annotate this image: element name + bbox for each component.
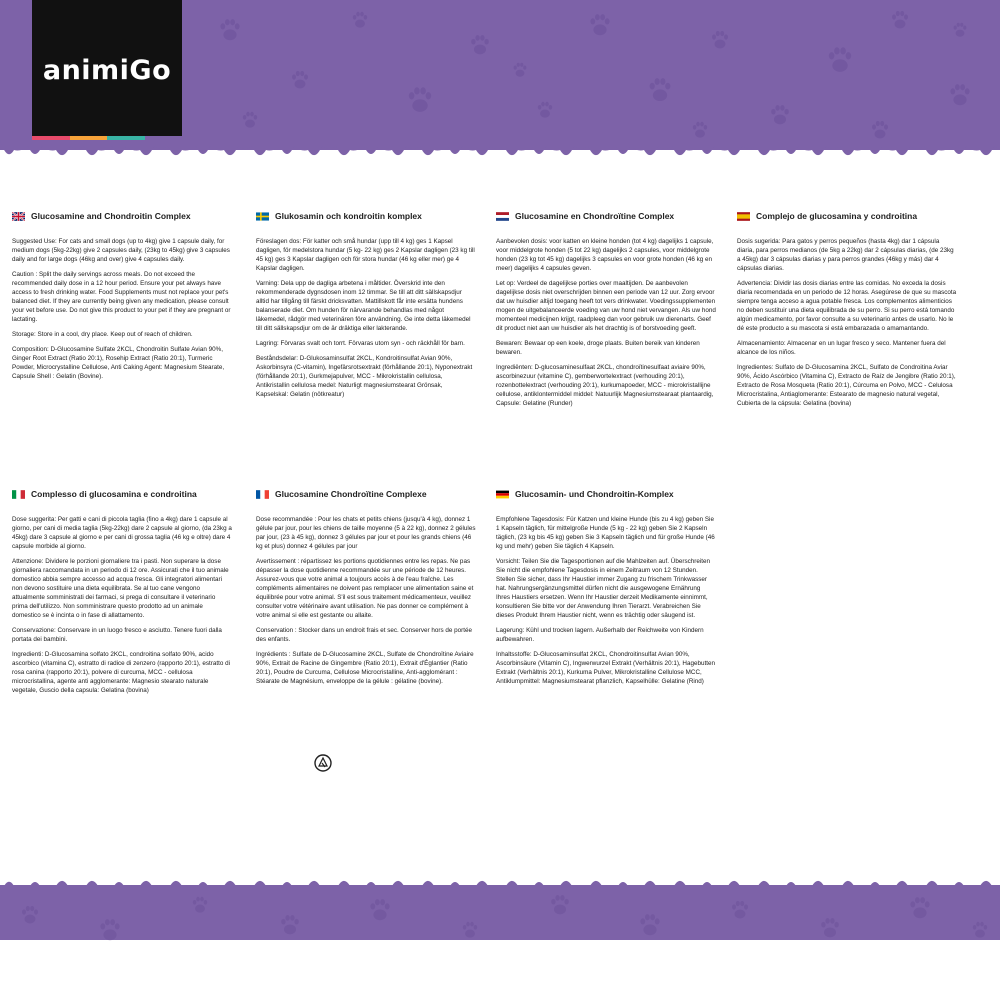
section-dutch <box>496 212 716 414</box>
composition-text: Beståndsdelar: D-Glukosaminsulfat 2KCL, Kondroitinsulfat Avian 90%, Askorbinsyra (C-vitamin), Ingefärsrotsextrakt (förhållande 20:1), Nyponextrakt (förhållande 20:1), Gurkmejapulver, MCC - Mikrokristallin cellulosa, Antikristallin cellulosa medel: Naturligt magnesiumstearat Grönsak, Kapselskal: Gelatin (nötkreatur) <box>256 355 473 398</box>
caution-text: Caution : Split the daily servings across meals. Do not exceed the recommended daily dose in a 12 hour period. Ensure your pet always have access to fresh drinking water. Food Supplements must not replace your pet's balanced diet. If they are currently being given any medication, please consult your vet before use. Do not give this product to your pet if they are pregnant or lactating. <box>12 271 231 323</box>
section-title-text: Glucosamine en Chondroïtine Complex <box>515 211 675 221</box>
section-title <box>256 212 476 221</box>
netherlands-flag-icon <box>496 212 509 221</box>
brand-logo <box>32 0 182 140</box>
section-english <box>12 212 232 387</box>
top-scallop-edge <box>0 140 1000 168</box>
dosage-text: Suggested Use: For cats and small dogs (up to 4kg) give 1 capsule daily, for medium dogs (5kg-22kg) give 2 capsules daily, (23kg to 45kg) give 3 capsules daily and for large dogs (46kg and over) give 4 capsules daily. <box>12 238 230 263</box>
caution-text: Attenzione: Dividere le porzioni giornaliere tra i pasti. Non superare la dose giornaliera raccomandata in un periodo di 12 ore. Assicurati che il tuo animale domestico abbia sempre accesso ad acqua fresca. Gli integratori alimentari non devono sostituire una dieta equilibrata. Se al tuo cane vengono attualmente somministrati dei farmaci, si prega di consultare il veterinario prima dell'utilizzo. Non somministrare questo prodotto ad un animale domestico se è incinta o in fase di allattamento. <box>12 558 229 619</box>
section-title-text: Glucosamin- und Chondroitin-Komplex <box>515 489 674 499</box>
logo-text: animiGo <box>42 54 172 86</box>
section-title-text: Glukosamin och kondroitin komplex <box>275 211 422 221</box>
caution-text: Varning: Dela upp de dagliga arbetena i måltider. Överskrid inte den rekommenderade dygnsdosen inom 12 timmar. Se till att ditt sällskapsdjur alltid har tillgång till färskt dricksvatten. Mattillskott får inte ersätta hundens balanserade diet. Om hunden för närvarande behandlas med något läkemedel, rådgör med veterinären före användning. Ge inte detta läkemedel till ditt sällskapsdjur om de är dräktiga eller lakterande. <box>256 280 471 332</box>
section-french <box>256 490 476 692</box>
section-title <box>496 212 716 221</box>
logo-color-stripes <box>32 136 182 140</box>
storage-text: Storage: Store in a cool, dry place. Keep out of reach of children. <box>12 331 193 338</box>
storage-text: Lagring: Förvaras svalt och torrt. Förvaras utom syn - och räckhåll för barn. <box>256 340 465 347</box>
sweden-flag-icon <box>256 212 269 221</box>
dosage-text: Föreslagen dos: För katter och små hundar (upp till 4 kg) ges 1 Kapsel dagligen, för medelstora hundar (5 kg- 22 kg) ges 2 Kapslar dagligen (23 kg till 45 kg) ges 3 Kapslar dagligen och för stora hundar (46 kg eller mer) ge 4 Kapslar dagligen. <box>256 238 475 272</box>
composition-text: Inhaltsstoffe: D-Glucosaminsulfat 2KCL, Chondroitinsulfat Avian 90%, Ascorbinsäure (Vitamin C), Ingwerwurzel Extrakt (Verhältnis 20:1), Hagebutten Extrakt (Verhältnis 20:1), Kurkuma Pulver, Mikrokristalline Cellulose MCC, Antiklumpmittel: Magnesiumstearat pflanzlich, Kapselhülle: Gelatine (Rind) <box>496 651 715 685</box>
caution-text: Advertencia: Dividir las dosis diarias entre las comidas. No exceda la dosis diaria recomendada en un periodo de 12 horas. Asegúrese de que su mascota siempre tenga acceso a agua potable fresca. Los complementos alimenticios no deben sustituir una dieta equilibrada de su perro. Si su perro está tomando algún medicamento, por favor consulte a su veterinario antes de usarlo. No le dé este producto a su mascota si está embarazada o amamantando. <box>737 280 957 332</box>
section-title <box>12 490 232 499</box>
section-title-text: Complejo de glucosamina y condroitina <box>756 211 918 221</box>
caution-text: Let op: Verdeel de dagelijkse porties over maaltijden. De aanbevolen dagelijkse dosis niet overschrijden binnen een periode van 12 uur. Zorg ervoor dat uw huisdier altijd toegang heeft tot vers drinkwater. Voedingssupplementen mogen de uitgebalanceerde voeding van uw hond niet vervangen. Als uw hond momenteel medicijnen krijgt, raadpleeg dan voor gebruik uw dierenarts. Geef dit product niet aan uw huisdier als het drachtig is of borstvoeding geeft. <box>496 280 716 332</box>
section-german <box>496 490 716 692</box>
storage-text: Bewaren: Bewaar op een koele, droge plaats. Buiten bereik van kinderen bewaren. <box>496 340 700 356</box>
stripe <box>145 136 183 140</box>
composition-text: Ingrediënten: D-glucosaminesulfaat 2KCL, chondroïtinesulfaat aviaire 90%, ascorbinezuur (vitamine C), gemberwortelextract (verhouding 20:1), rozenbottelextract (verhouding 20:1), kurkumapoeder, MCC - microkristallijne cellulose, antiklontermiddel middel: Natuurlijk Magnesiumstearaat plantaardig, Capsule: Gelatine (Runder) <box>496 364 714 407</box>
section-title-text: Glucosamine and Chondroitin Complex <box>31 211 191 221</box>
section-title <box>496 490 716 499</box>
caution-text: Vorsicht: Teilen Sie die Tagesportionen auf die Mahlzeiten auf. Überschreiten Sie nicht die empfohlene Tagesdosis in einem Zeitraum von 12 Stunden. Stellen Sie sicher, dass Ihr Haustier immer Zugang zu frischem Trinkwasser hat. Nahrungsergänzungsmittel dürfen nicht die ausgewogene Ernährung Ihres Haustiers ersetzen. Wenn Ihr Haustier derzeit Medikamente einnimmt, konsultieren Sie bitte vor der Anwendung Ihren Tierarzt. Verabreichen Sie dieses Produkt Ihrem Haustier nicht, wenn es trächtig oder säugend ist. <box>496 558 710 619</box>
composition-text: Ingredienti: D-Glucosamina solfato 2KCL, condroitina solfato 90%, acido ascorbico (vitamina C), estratto di radice di zenzero (rapporto 20:1), estratto di rosa canina (rapporto 20:1), polvere di curcuma, MCC - cellulosa microcristallina, agente anti agglomerante: Magnesio stearato naturale vegetale, Guscio della capsula: Gelatina (bovina) <box>12 651 231 694</box>
germany-flag-icon <box>496 490 509 499</box>
stripe <box>70 136 108 140</box>
storage-text: Conservation : Stocker dans un endroit frais et sec. Conserver hors de portée des enfants. <box>256 627 472 643</box>
storage-text: Lagerung: Kühl und trocken lagern. Außerhalb der Reichweite von Kindern aufbewahren. <box>496 627 704 643</box>
dosage-text: Dose suggerita: Per gatti e cani di piccola taglia (fino a 4kg) dare 1 capsule al giorno, per cani di media taglia (5kg-22kg) dare 2 capsule al giorno, (da 23kg a 45kg) dare 3 capsule al giorno e per cani di grossa taglia (46 kg e oltre) dare 4 capsule morbide al giorno. <box>12 516 232 550</box>
caution-text: Avertissement : répartissez les portions quotidiennes entre les repas. Ne pas dépasser la dose quotidienne recommandée sur une période de 12 heures. Assurez-vous que votre animal a toujours accès à de l'eau fraîche. Les compléments alimentaires ne doivent pas remplacer une alimentation saine et équilibrée pour votre animal. S'il est sous traitement médicamenteux, veuillez consulter votre vétérinaire avant utilisation. Ne pas donner ce complément à votre animal si elle est gestante ou allaite. <box>256 558 474 619</box>
stripe <box>32 136 70 140</box>
composition-text: Ingredientes: Sulfato de D-Glucosamina 2KCL, Sulfato de Condroitina Aviar 90%, Ácido Ascórbico (Vitamina C), Extracto de Raíz de Jengibre (Ratio 20:1), Extracto de Rosa Mosqueta (Ratio 20:1), Cúrcuma en Polvo, MCC - Celulosa Microcristalina, Antiaglomerante: Estearato de magnesio natural vegetal, Cubierta de la cápsula: Gelatina (bovina) <box>737 364 956 407</box>
france-flag-icon <box>256 490 269 499</box>
section-title <box>256 490 476 499</box>
composition-text: Composition: D-Glucosamine Sulfate 2KCL, Chondroitin Sulfate Avian 90%, Ginger Root Extract (Ratio 20:1), Rosehip Extract (Ratio 20:1), Turmeric Powder, Microcrystalline Cellulose, Anti Caking Agent: Magnesium Stearate, Capsule Shell : Gelatin (Bovine). <box>12 346 225 380</box>
storage-text: Almacenamiento: Almacenar en un lugar fresco y seco. Mantener fuera del alcance de los niños. <box>737 340 946 356</box>
section-swedish <box>256 212 476 405</box>
uk-flag-icon <box>12 212 25 221</box>
section-title <box>12 212 232 221</box>
dosage-text: Aanbevolen dosis: voor katten en kleine honden (tot 4 kg) dagelijks 1 capsule, voor middelgrote honden (5 tot 22 kg) dagelijks 2 capsules, voor middelgrote honden (23 kg tot 45 kg) dagelijks 3 capsules en voor grote honden (46 kg en meer) dagelijks 4 capsules geven. <box>496 238 714 272</box>
storage-text: Conservazione: Conservare in un luogo fresco e asciutto. Tenere fuori dalla portata dei bambini. <box>12 627 222 643</box>
composition-text: Ingrédients : Sulfate de D-Glucosamine 2KCL, Sulfate de Chondroïtine Aviaire 90%, Extrait de Racine de Gingembre (Ratio 20:1), Extrait d'Églantier (Ratio 20:1), Poudre de Curcuma, Cellulose Microcristalline, Anti-agglomérant : Stéarate de Magnésium, enveloppe de la gélule : gélatine (bovine). <box>256 651 474 685</box>
stripe <box>107 136 145 140</box>
spain-flag-icon <box>737 212 750 221</box>
dosage-text: Dosis sugerida: Para gatos y perros pequeños (hasta 4kg) dar 1 cápsula diaria, para perros medianos (de 5kg a 22kg) dar 2 cápsulas diarias, (de 23kg a 45kg) dar 3 cápsulas diarias y para perros grandes (46kg y más) dar 4 cápsulas diarias. <box>737 238 954 272</box>
bottom-scallop-edge <box>0 868 1000 896</box>
section-spanish <box>737 212 957 414</box>
section-title-text: Glucosamine Chondroïtine Complexe <box>275 489 427 499</box>
dosage-text: Empfohlene Tagesdosis: Für Katzen und kleine Hunde (bis zu 4 kg) geben Sie 1 Kapseln täglich, für mittelgroße Hunde (5 kg - 22 kg) geben Sie 2 Kapseln täglich, (23 kg bis 45 kg) geben Sie 3 Kapseln täglich und für große Hunde (46 kg und mehr) geben Sie täglich 4 Kapseln. <box>496 516 715 550</box>
italy-flag-icon <box>12 490 25 499</box>
section-title <box>737 212 957 221</box>
dosage-text: Dose recommandée : Pour les chats et petits chiens (jusqu'à 4 kg), donnez 1 gélule par jour, pour les chiens de taille moyenne (5 à 22 kg), donnez 2 gélules par jour, (23 à 45 kg), donnez 3 gélules par jour et pour les grands chiens (46 kg et plus) donnez 4 gélules par jour <box>256 516 476 550</box>
section-title-text: Complesso di glucosamina e condroitina <box>31 489 197 499</box>
section-italian <box>12 490 232 701</box>
recycling-logo-icon <box>313 753 333 773</box>
